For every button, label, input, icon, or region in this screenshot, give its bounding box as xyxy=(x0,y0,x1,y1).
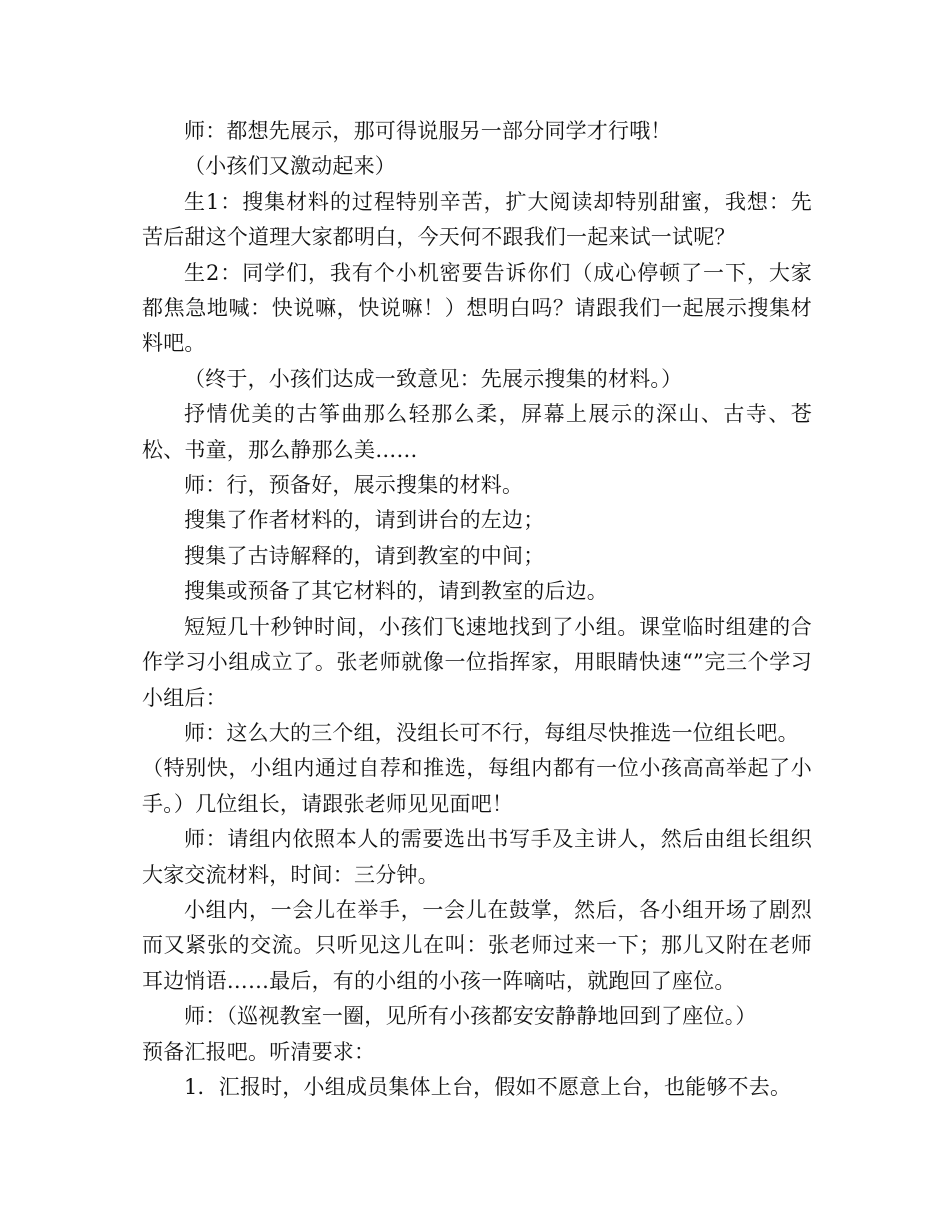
paragraph-14: 师：请组内依照本人的需要选出书写手及主讲人，然后由组长组织大家交流材料，时间：三分钟。 xyxy=(142,827,812,887)
paragraph-10: 搜集或预备了其它材料的，请到教室的后边。 xyxy=(184,579,608,604)
paragraph-3: 生1：搜集材料的过程特别辛苦，扩大阅读却特别甜蜜，我想：先苦后甜这个道理大家都明白，今天何不跟我们一起来试一试呢？ xyxy=(142,189,812,250)
paragraph-6: 抒情优美的古筝曲那么轻那么柔，屏幕上展示的深山、古寺、苍松、书童，那么静那么美…… xyxy=(142,402,812,462)
paragraph-17: 预备汇报吧。听清要求： xyxy=(142,1039,376,1064)
paragraph-2: （小孩们又激动起来） xyxy=(184,154,396,179)
document-body xyxy=(142,114,812,1105)
paragraph-7: 师：行，预备好，展示搜集的材料。 xyxy=(184,473,524,498)
paragraph-4: 生2：同学们，我有个小机密要告诉你们（成心停顿了一下，大家都焦急地喊：快说嘛，快说嘛！）想明白吗？请跟我们一起展示搜集材料吧。 xyxy=(142,260,812,356)
paragraph-13: （特别快，小组内通过自荐和推选，每组内都有一位小孩高高举起了小手。）几位组长，请跟张老师见见面吧！ xyxy=(142,756,812,816)
paragraph-9: 搜集了古诗解释的，请到教室的中间； xyxy=(184,543,545,568)
paragraph-11: 短短几十秒钟时间，小孩们飞速地找到了小组。课堂临时组建的合作学习小组成立了。张老师就像一位指挥家，用眼睛快速“”完三个学习小组后： xyxy=(142,614,812,710)
paragraph-12: 师：这么大的三个组，没组长可不行，每组尽快推选一位组长吧。 xyxy=(184,720,799,745)
paragraph-1: 师：都想先展示，那可得说服另一部分同学才行哦！ xyxy=(184,119,672,143)
paragraph-8: 搜集了作者材料的，请到讲台的左边； xyxy=(184,508,545,533)
paragraph-15: 小组内，一会儿在举手，一会儿在鼓掌，然后，各小组开场了剧烈而又紧张的交流。只听见这儿在叫：张老师过来一下；那儿又附在老师耳边悄语……最后，有的小组的小孩一阵嘀咕，就跑回了座位。 xyxy=(142,897,812,993)
paragraph-5: （终于，小孩们达成一致意见：先展示搜集的材料。） xyxy=(184,366,683,391)
paragraph-16: 师：（巡视教室一圈，见所有小孩都安安静静地回到了座位。） xyxy=(184,1004,757,1029)
paragraph-18: 1．汇报时，小组成员集体上台，假如不愿意上台，也能够不去。 xyxy=(184,1074,792,1099)
